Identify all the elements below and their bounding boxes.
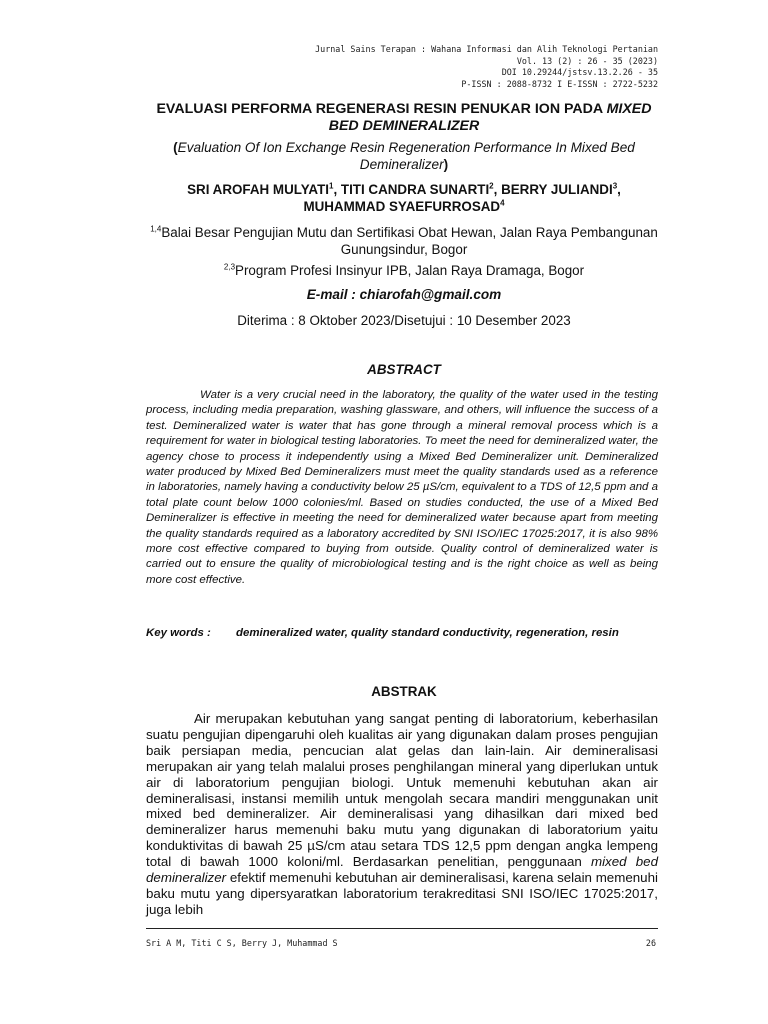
english-title (146, 139, 662, 173)
abstract-body (146, 388, 658, 588)
author-sup: 3 (612, 181, 618, 191)
abstrak-heading: ABSTRAK (371, 684, 437, 699)
author-name: MUHAMMAD SYAEFURROSAD (303, 199, 501, 214)
page-number: 26 (645, 938, 656, 948)
keywords-label: Key words : (146, 627, 211, 639)
english-title-open-paren: ( (173, 140, 178, 155)
paper-title (146, 101, 662, 135)
author-sup: 1 (328, 181, 334, 191)
journal-volume: Vol. 13 (2) : 26 - 35 (2023) (516, 55, 658, 66)
abstrak-text-italic: mixed bed demineralizer (146, 854, 658, 886)
author-separator: , (617, 182, 621, 197)
affiliation-sup: 2,3 (223, 262, 236, 272)
affiliation (146, 262, 662, 279)
journal-doi: DOI 10.29244/jstsv.13.2.26 - 35 (501, 67, 658, 78)
author-list (146, 181, 662, 215)
author-name: SRI AROFAH MULYATI (187, 182, 329, 197)
journal-name: Jurnal Sains Terapan : Wahana Informasi dan Alih Teknologi Pertanian (315, 44, 658, 54)
affiliation (146, 224, 662, 258)
author-separator: , (333, 182, 341, 197)
journal-header (315, 44, 658, 90)
affiliation-text: Balai Besar Pengujian Mutu dan Sertifikasi Obat Hewan, Jalan Raya Pembangunan Gunungsindur, Bogor (161, 225, 658, 257)
author-name: TITI CANDRA SUNARTI (340, 182, 490, 197)
footer-divider (146, 928, 658, 929)
email-link[interactable]: E-mail : chiarofah@gmail.com (306, 287, 502, 302)
submission-dates: Diterima : 8 Oktober 2023/Disetujui : 10 Desember 2023 (237, 313, 571, 328)
footer-authors: Sri A M, Titi C S, Berry J, Muhammad S (146, 938, 338, 948)
english-title-close-paren: ) (443, 157, 449, 172)
paper-title-main: EVALUASI PERFORMA REGENERASI RESIN PENUKAR ION PADA (156, 101, 607, 117)
abstract-text: Water is a very crucial need in the laboratory, the quality of the water used in the testing process, including media preparation, washing glassware, and others, will influence the success of a test. Demineralized water is water that has gone through a mineral removal process which is a requirement for water in biological testing laboratories. To meet the need for demineralized water, the agency chose to process it independently using a Mixed Bed Demineralizer unit. Demineralized water produced by Mixed Bed Demineralizers must meet the quality standards used as a reference in laboratories, namely having a conductivity below 25 µS/cm, equivalent to a TDS of 12,5 ppm and a total plate count below 1000 colonies/ml. Based on studies conducted, the use of a Mixed Bed Demineralizer is effective in meeting the need for demineralized water because apart from meeting the quality standards required as a laboratory accredited by SNI ISO/IEC 17025:2017, it is also 98% more cost effective compared to buying from outside. Quality control of demineralized water is carried out to ensure the quality of microbiological testing and is the right choice as well as being more cost effective. (146, 389, 658, 586)
english-title-text: Evaluation Of Ion Exchange Resin Regeneration Performance In Mixed Bed Demineralizer (177, 140, 635, 172)
journal-issn: P-ISSN : 2088-8732 I E-ISSN : 2722-5232 (461, 78, 658, 89)
keywords (146, 625, 658, 641)
author-sup: 2 (489, 181, 494, 191)
affiliation-sup: 1,4 (150, 224, 162, 234)
abstrak-body (146, 711, 658, 918)
paper-title-italic: MIXED BED DEMINERALIZER (328, 101, 652, 134)
affiliation-text: Program Profesi Insinyur IPB, Jalan Raya Dramaga, Bogor (235, 263, 585, 278)
author-sup: 4 (500, 198, 505, 208)
abstrak-text-part1: Air merupakan kebutuhan yang sangat penting di laboratorium, keberhasilan suatu pengujian dipengaruhi oleh kualitas air yang digunakan dalam proses pengujian baik persiapan media, pencucian alat gelas dan lain-lain. Air demineralisasi merupakan air yang telah malalui proses penghilangan mineral yang diperlukan untuk air di laboratorium pengujian biologi. Untuk memenuhi kebutuhan akan air demineralisasi, instansi memilih untuk mengolah secara mandiri menggunakan unit mixed bed demineralizer. Air demineralisasi yang dihasilkan dari mixed bed demineralizer harus memenuhi baku mutu yang digunakan di laboratorium yaitu konduktivitas di bawah 25 µS/cm atau setara TDS 12,5 ppm dengan angka lempeng total di bawah 1000 koloni/ml. Berdasarkan penelitian, penggunaan (146, 711, 658, 870)
author-name: BERRY JULIANDI (501, 182, 613, 197)
author-separator: , (493, 182, 502, 197)
abstrak-text-part2: efektif memenuhi kebutuhan air demineralisasi, karena selain memenuhi baku mutu yang dipersyaratkan laboratorium terakreditasi SNI ISO/IEC 17025:2017, juga lebih (146, 870, 658, 917)
keywords-text: demineralized water, quality standard conductivity, regeneration, resin (236, 627, 619, 639)
abstract-heading: ABSTRACT (367, 362, 441, 377)
